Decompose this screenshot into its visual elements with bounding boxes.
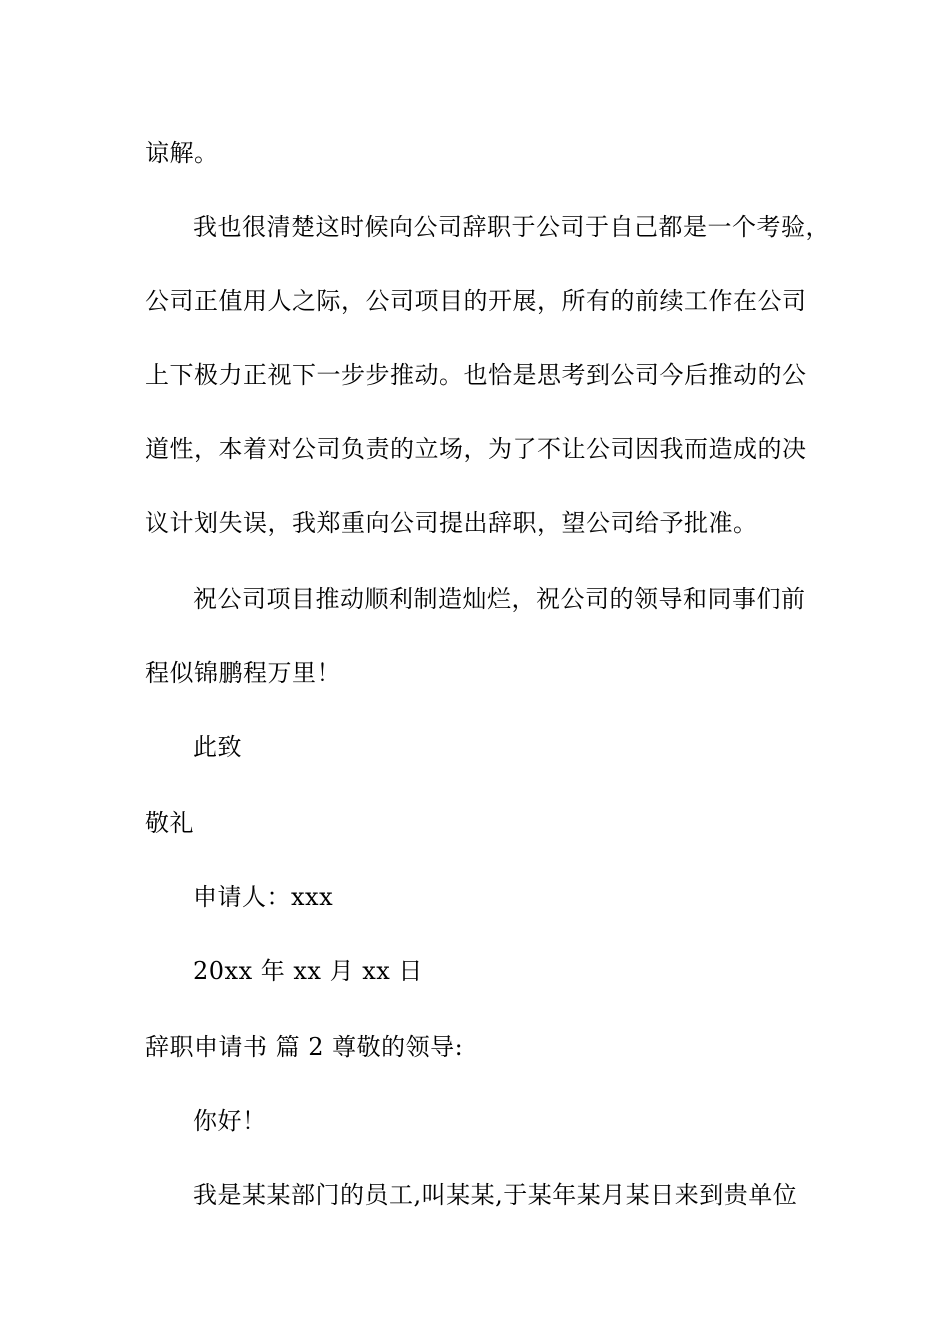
text-line: 上下极力正视下一步步推动。也恰是思考到公司今后推动的公: [145, 361, 807, 389]
paragraph-resignation-start: 我也很清楚这时候向公司辞职于公司于自己都是一个考验，: [193, 213, 830, 241]
applicant-signature: 申请人：xxx: [193, 883, 334, 911]
paragraph-intro-start: 我是某某部门的员工,叫某某,于某年某月某日来到贵单位: [193, 1181, 798, 1209]
text-line: 公司正值用人之际，公司项目的开展，所有的前续工作在公司: [145, 287, 807, 315]
greeting: 你好！: [193, 1107, 267, 1135]
closing-regards: 敬礼: [145, 809, 194, 837]
text-line: 道性，本着对公司负责的立场，为了不让公司因我而造成的决: [145, 435, 807, 463]
date-line: 20xx 年 xx 月 xx 日: [193, 957, 423, 985]
text-line-forgive: 谅解。: [145, 139, 219, 167]
text-line: 议计划失误，我郑重向公司提出辞职，望公司给予批准。: [145, 509, 758, 537]
paragraph-wishes-start: 祝公司项目推动顺利制造灿烂，祝公司的领导和同事们前: [193, 585, 806, 613]
section-heading-letter-2: 辞职申请书 篇 2 尊敬的领导:: [145, 1033, 464, 1061]
text-line: 程似锦鹏程万里！: [145, 659, 341, 687]
closing-salutation: 此致: [193, 733, 242, 761]
